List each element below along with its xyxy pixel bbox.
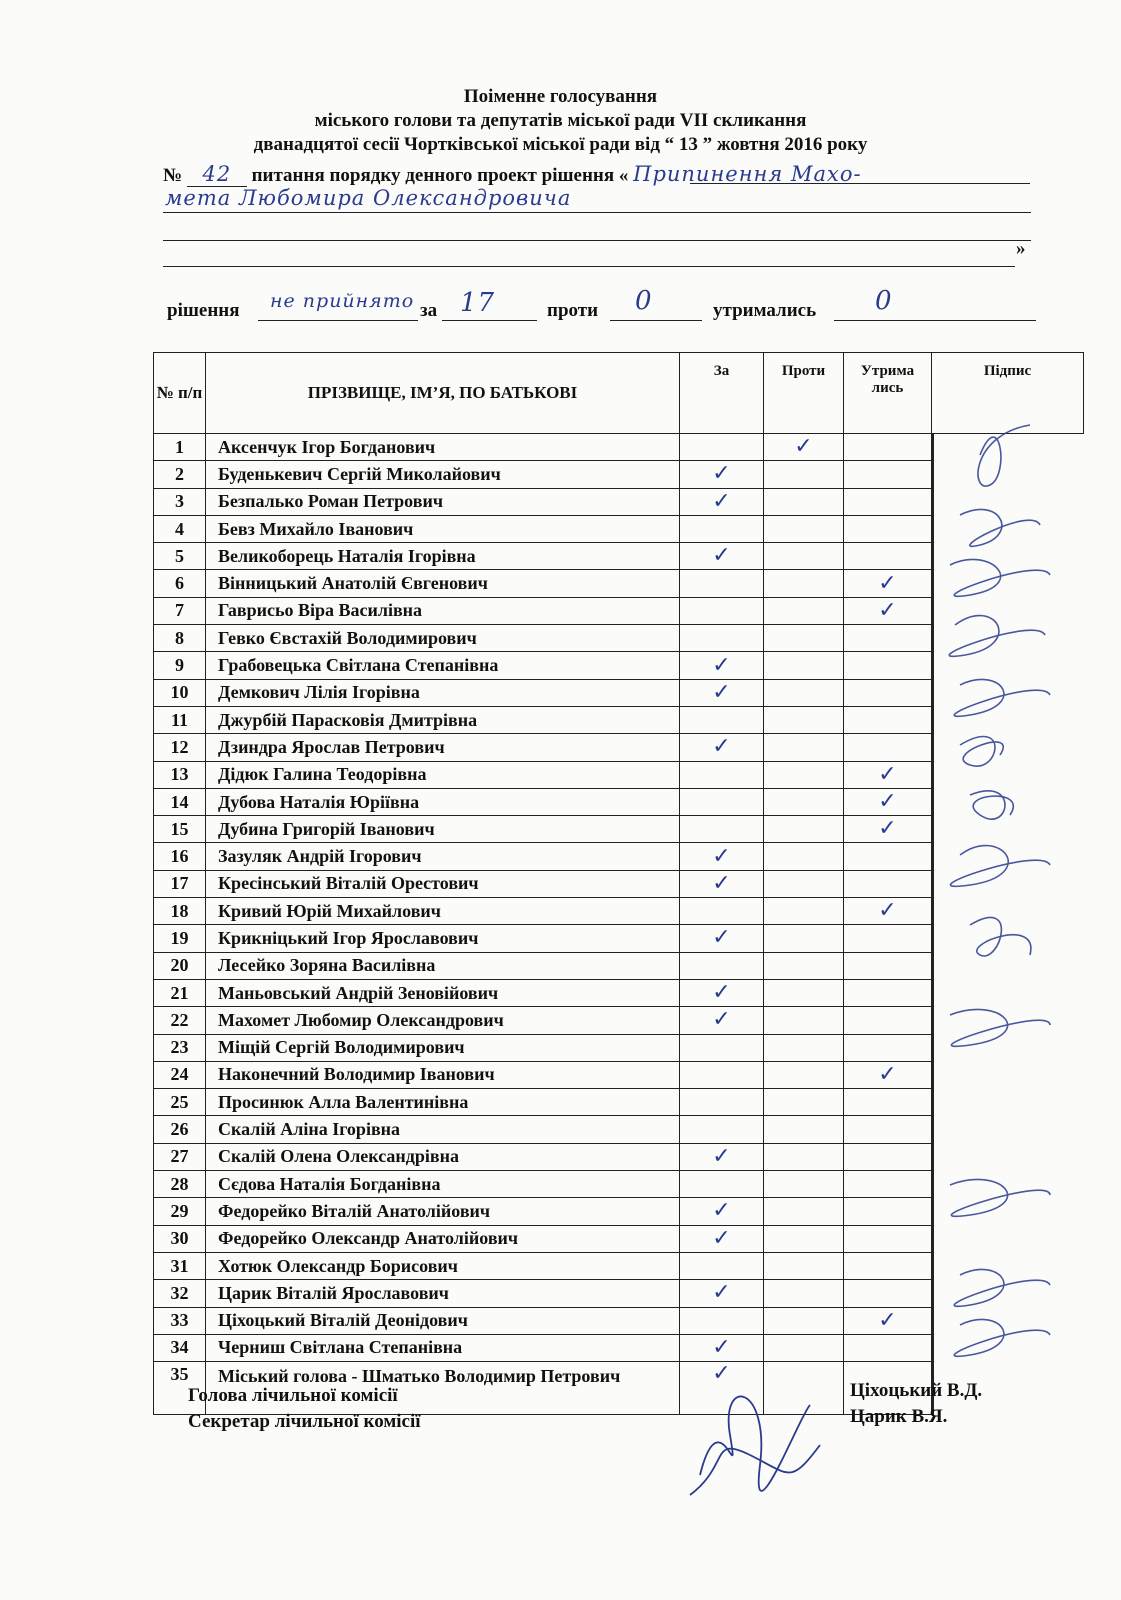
row-number: 15 (154, 816, 206, 843)
row-number: 19 (154, 925, 206, 952)
member-name: Просинюк Алла Валентинівна (206, 1089, 680, 1116)
row-number: 14 (154, 788, 206, 815)
za-label: за (420, 300, 438, 321)
vote-za: ✓ (680, 1007, 764, 1034)
vote-proty (764, 843, 844, 870)
agenda-number: 42 (187, 162, 247, 187)
vote-proty (764, 1061, 844, 1088)
vote-utrym (844, 706, 932, 733)
signature-cell (932, 1089, 934, 1117)
row-number: 22 (154, 1007, 206, 1034)
vote-za (680, 434, 764, 461)
vote-proty (764, 652, 844, 679)
agenda-text-part2: мета Любомира Олександровича (165, 186, 572, 210)
member-name: Царик Віталій Ярославович (206, 1280, 680, 1307)
vote-za: ✓ (680, 1362, 764, 1415)
vote-za: ✓ (680, 870, 764, 897)
signature-cell (932, 1307, 934, 1335)
proty-label: проти (547, 300, 599, 321)
signature-cell (932, 706, 934, 734)
signature-cell (932, 898, 934, 926)
vote-za (680, 1034, 764, 1061)
vote-proty (764, 870, 844, 897)
vote-proty (764, 679, 844, 706)
vote-za (680, 597, 764, 624)
vote-proty (764, 952, 844, 979)
vote-utrym (844, 679, 932, 706)
vote-utrym (844, 952, 932, 979)
row-number: 29 (154, 1198, 206, 1225)
signature-cell (932, 1198, 934, 1226)
vote-utrym (844, 979, 932, 1006)
proty-underline (610, 320, 702, 321)
member-name: Черниш Світлана Степанівна (206, 1334, 680, 1361)
signature-cell (932, 434, 934, 462)
vote-proty (764, 625, 844, 652)
header-za: За (680, 353, 764, 434)
member-name: Крикніцький Ігор Ярославович (206, 925, 680, 952)
vote-proty (764, 570, 844, 597)
agenda-label: питання порядку денного проект рішення « (251, 165, 629, 186)
row-number: 25 (154, 1089, 206, 1116)
utrymalys-value: 0 (875, 286, 893, 316)
agenda-underline-1 (690, 183, 1030, 184)
vote-za (680, 1252, 764, 1279)
secretary-label: Секретар лічильної комісії (188, 1411, 421, 1432)
member-name: Гевко Євстахій Володимирович (206, 625, 680, 652)
vote-utrym (844, 734, 932, 761)
member-name: Дідюк Галина Теодорівна (206, 761, 680, 788)
signature-cell (932, 461, 934, 489)
secretary-name: Царик В.Я. (850, 1406, 948, 1427)
member-name: Аксенчук Ігор Богданович (206, 434, 680, 461)
signature-cell (932, 543, 934, 571)
vote-utrym (844, 1143, 932, 1170)
member-name: Безпалько Роман Петрович (206, 488, 680, 515)
signature-scribble (949, 616, 1045, 657)
document-title: Поіменне голосування (463, 86, 658, 107)
vote-proty (764, 816, 844, 843)
header-utrym: Утрима лись (844, 353, 932, 434)
signature-cell (932, 925, 934, 953)
row-number: 20 (154, 952, 206, 979)
row-number: 1 (154, 434, 206, 461)
signature-cell (932, 1061, 934, 1089)
signature-cell (932, 788, 934, 816)
vote-utrym (844, 1089, 932, 1116)
member-name: Маньовський Андрій Зеновійович (206, 979, 680, 1006)
header-name: ПРІЗВИЩЕ, ІМ’Я, ПО БАТЬКОВІ (206, 353, 680, 434)
vote-proty (764, 1307, 844, 1334)
row-number: 26 (154, 1116, 206, 1143)
vote-utrym (844, 925, 932, 952)
member-name: Кресінський Віталій Орестович (206, 870, 680, 897)
vote-proty (764, 1280, 844, 1307)
signature-cell (932, 515, 934, 543)
member-name: Демкович Лілія Ігорівна (206, 679, 680, 706)
row-number: 9 (154, 652, 206, 679)
closing-quote: » (1016, 238, 1026, 259)
signature-cell (932, 870, 934, 898)
signature-scribble (954, 1269, 1050, 1306)
row-number: 27 (154, 1143, 206, 1170)
row-number: 21 (154, 979, 206, 1006)
signature-cell (932, 1334, 934, 1362)
signature-cell (932, 1007, 934, 1035)
vote-utrym: ✓ (844, 816, 932, 843)
signature-cell (932, 734, 934, 762)
member-name: Кривий Юрій Михайлович (206, 898, 680, 925)
vote-za: ✓ (680, 543, 764, 570)
signature-cell (932, 597, 934, 625)
vote-utrym: ✓ (844, 597, 932, 624)
vote-za: ✓ (680, 1143, 764, 1170)
member-name: Ціхоцький Віталій Деонідович (206, 1307, 680, 1334)
vote-proty (764, 1034, 844, 1061)
vote-za: ✓ (680, 1198, 764, 1225)
vote-za: ✓ (680, 979, 764, 1006)
vote-proty: ✓ (764, 434, 844, 461)
member-name: Грабовецька Світлана Степанівна (206, 652, 680, 679)
proty-value: 0 (635, 286, 653, 316)
member-name: Міський голова - Шматько Володимир Петрович (206, 1362, 680, 1415)
signature-cell (932, 1171, 934, 1199)
signature-cell (932, 1252, 934, 1280)
member-name: Сєдова Наталія Богданівна (206, 1171, 680, 1198)
vote-za: ✓ (680, 925, 764, 952)
member-name: Махомет Любомир Олександрович (206, 1007, 680, 1034)
row-number: 10 (154, 679, 206, 706)
signature-scribble (950, 846, 1050, 887)
vote-utrym (844, 1171, 932, 1198)
vote-proty (764, 761, 844, 788)
vote-proty (764, 1007, 844, 1034)
vote-proty (764, 461, 844, 488)
vote-utrym (844, 652, 932, 679)
member-name: Хотюк Олександр Борисович (206, 1252, 680, 1279)
vote-utrym (844, 1280, 932, 1307)
signature-cell (932, 816, 934, 844)
agenda-underline-2 (163, 212, 1031, 213)
vote-utrym (844, 488, 932, 515)
number-prefix: № (163, 165, 183, 186)
vote-za (680, 625, 764, 652)
member-name: Скалій Аліна Ігорівна (206, 1116, 680, 1143)
signature-cell (932, 843, 934, 871)
vote-proty (764, 1089, 844, 1116)
agenda-underline-3 (163, 240, 1031, 241)
commission-signatures (680, 1375, 830, 1505)
vote-za: ✓ (680, 461, 764, 488)
signature-cell (932, 1280, 934, 1308)
vote-za (680, 570, 764, 597)
row-number: 4 (154, 515, 206, 542)
vote-za (680, 952, 764, 979)
vote-proty (764, 925, 844, 952)
vote-utrym (844, 543, 932, 570)
vote-za (680, 788, 764, 815)
vote-proty (764, 1198, 844, 1225)
vote-proty (764, 979, 844, 1006)
row-number: 34 (154, 1334, 206, 1361)
signature-scribble (960, 737, 1003, 767)
row-number: 28 (154, 1171, 206, 1198)
vote-za: ✓ (680, 652, 764, 679)
header-num: № п/п (154, 353, 206, 434)
vote-za: ✓ (680, 734, 764, 761)
vote-za (680, 1307, 764, 1334)
row-number: 23 (154, 1034, 206, 1061)
signature-scribble (978, 425, 1030, 486)
vote-proty (764, 597, 844, 624)
vote-utrym (844, 1252, 932, 1279)
row-number: 8 (154, 625, 206, 652)
signature-cell (932, 679, 934, 707)
signature-scribble (970, 917, 1031, 956)
row-number: 33 (154, 1307, 206, 1334)
member-name: Дзиндра Ярослав Петрович (206, 734, 680, 761)
vote-za (680, 761, 764, 788)
member-name: Великоборець Наталія Ігорівна (206, 543, 680, 570)
vote-za: ✓ (680, 843, 764, 870)
vote-za (680, 706, 764, 733)
header-proty: Проти (764, 353, 844, 434)
vote-utrym (844, 515, 932, 542)
row-number: 18 (154, 898, 206, 925)
row-number: 17 (154, 870, 206, 897)
vote-utrym: ✓ (844, 1307, 932, 1334)
vote-utrym: ✓ (844, 788, 932, 815)
decision-underline (258, 320, 418, 321)
vote-utrym: ✓ (844, 761, 932, 788)
vote-proty (764, 543, 844, 570)
signature-cell (932, 761, 934, 789)
vote-proty (764, 488, 844, 515)
row-number: 2 (154, 461, 206, 488)
member-name: Гаврисьо Віра Василівна (206, 597, 680, 624)
member-name: Федорейко Віталій Анатолійович (206, 1198, 680, 1225)
vote-proty (764, 734, 844, 761)
signature-cell (932, 570, 934, 598)
signature-scribble (950, 1179, 1050, 1216)
row-number: 12 (154, 734, 206, 761)
row-number: 5 (154, 543, 206, 570)
vote-proty (764, 1252, 844, 1279)
signatures-column (940, 395, 1060, 1395)
vote-proty (764, 1225, 844, 1252)
vote-proty (764, 1116, 844, 1143)
member-name: Дубина Григорій Іванович (206, 816, 680, 843)
vote-utrym (844, 1198, 932, 1225)
row-number: 13 (154, 761, 206, 788)
chair-signature (700, 1396, 810, 1490)
signature-scribble (954, 1319, 1050, 1356)
vote-proty (764, 1143, 844, 1170)
header-pidpys: Підпис (932, 353, 1084, 434)
vote-za (680, 1171, 764, 1198)
vote-za (680, 898, 764, 925)
vote-utrym (844, 1225, 932, 1252)
vote-za: ✓ (680, 488, 764, 515)
vote-za: ✓ (680, 1280, 764, 1307)
vote-proty (764, 515, 844, 542)
vote-utrym: ✓ (844, 1061, 932, 1088)
member-name: Зазуляк Андрій Ігорович (206, 843, 680, 870)
signature-cell (932, 488, 934, 516)
decision-value: не прийнято (270, 290, 415, 312)
vote-proty (764, 706, 844, 733)
utrymalys-label: утримались (713, 300, 817, 321)
agenda-line-2 (165, 186, 571, 211)
row-number: 6 (154, 570, 206, 597)
vote-utrym (844, 625, 932, 652)
signature-cell (932, 952, 934, 980)
vote-utrym: ✓ (844, 570, 932, 597)
vote-utrym (844, 1116, 932, 1143)
vote-za (680, 1116, 764, 1143)
row-number: 35 (154, 1362, 206, 1415)
member-name: Джурбій Парасковія Дмитрівна (206, 706, 680, 733)
row-number: 24 (154, 1061, 206, 1088)
signature-cell (932, 1225, 934, 1253)
row-number: 3 (154, 488, 206, 515)
vote-utrym (844, 843, 932, 870)
vote-utrym (844, 870, 932, 897)
chair-label: Голова лічильної комісії (188, 1385, 398, 1406)
row-number: 11 (154, 706, 206, 733)
vote-proty (764, 898, 844, 925)
vote-utrym (844, 461, 932, 488)
vote-utrym: ✓ (844, 898, 932, 925)
member-name: Бевз Михайло Іванович (206, 515, 680, 542)
vote-za: ✓ (680, 1334, 764, 1361)
signature-scribble (950, 1009, 1050, 1046)
signature-scribble (950, 559, 1050, 596)
document-subtitle: міського голови та депутатів міської ради VII скликання (314, 110, 807, 131)
decision-label: рішення (167, 300, 240, 321)
agenda-text-part1: Припинення Махо- (633, 162, 862, 186)
signature-scribble (954, 679, 1050, 716)
signature-cell (932, 625, 934, 653)
za-value: 17 (460, 288, 496, 318)
utrymalys-underline (834, 320, 1036, 321)
member-name: Федорейко Олександр Анатолійович (206, 1225, 680, 1252)
vote-za: ✓ (680, 679, 764, 706)
signature-cell (932, 1143, 934, 1171)
signature-cell (932, 652, 934, 680)
member-name: Міщій Сергій Володимирович (206, 1034, 680, 1061)
row-number: 7 (154, 597, 206, 624)
vote-utrym (844, 434, 932, 461)
member-name: Лесейко Зоряна Василівна (206, 952, 680, 979)
chair-name: Ціхоцький В.Д. (850, 1380, 983, 1401)
session-date-line: дванадцятої сесії Чортківської міської ради від “ 13 ” жовтня 2016 року (253, 134, 868, 155)
vote-za (680, 1061, 764, 1088)
vote-utrym (844, 1334, 932, 1361)
signature-cell (932, 1034, 934, 1062)
member-name: Вінницький Анатолій Євгенович (206, 570, 680, 597)
za-underline (442, 320, 537, 321)
vote-utrym (844, 1007, 932, 1034)
secretary-signature (690, 1445, 820, 1495)
member-name: Скалій Олена Олександрівна (206, 1143, 680, 1170)
vote-za: ✓ (680, 1225, 764, 1252)
vote-za (680, 816, 764, 843)
vote-proty (764, 1171, 844, 1198)
row-number: 32 (154, 1280, 206, 1307)
vote-proty (764, 1334, 844, 1361)
agenda-underline-4 (163, 266, 1015, 267)
vote-za (680, 515, 764, 542)
vote-za (680, 1089, 764, 1116)
member-name: Буденькевич Сергій Миколайович (206, 461, 680, 488)
signature-scribble (960, 509, 1040, 546)
vote-proty (764, 788, 844, 815)
row-number: 16 (154, 843, 206, 870)
row-number: 30 (154, 1225, 206, 1252)
member-name: Наконечний Володимир Іванович (206, 1061, 680, 1088)
vote-utrym (844, 1034, 932, 1061)
signature-cell (932, 979, 934, 1007)
member-name: Дубова Наталія Юріївна (206, 788, 680, 815)
signature-scribble (970, 791, 1013, 819)
row-number: 31 (154, 1252, 206, 1279)
signature-cell (932, 1116, 934, 1144)
